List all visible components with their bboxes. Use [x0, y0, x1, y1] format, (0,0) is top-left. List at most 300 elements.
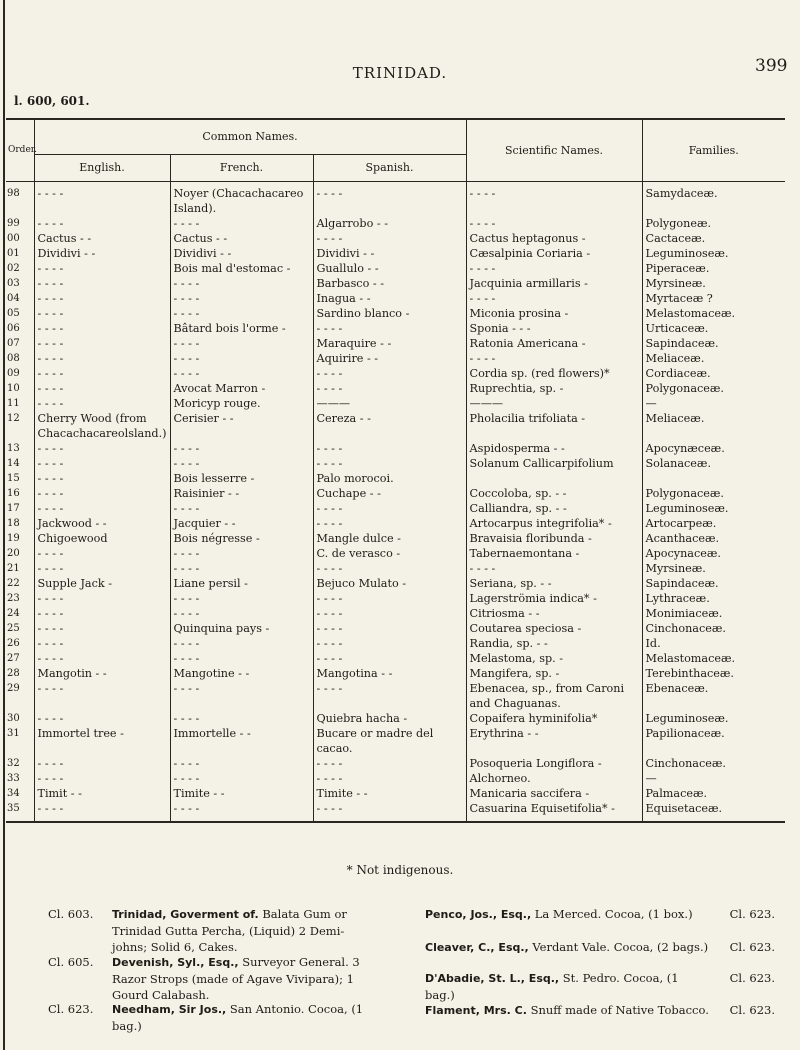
- footnote: * Not indigenous.: [346, 863, 454, 877]
- french-name: [170, 427, 313, 442]
- entry-number: 16: [7, 488, 20, 499]
- scientific-name: Coutarea speciosa -: [466, 622, 642, 637]
- entry-number: 31: [7, 728, 20, 739]
- french-name: - - - -: [170, 442, 313, 457]
- spanish-name: Dividivi - -: [313, 247, 466, 262]
- table-row: [6, 367, 785, 382]
- entry-number: [6, 742, 34, 757]
- scientific-name: Solanum Callicarpifolium: [466, 457, 642, 472]
- english-name: Cherry Wood (from: [34, 412, 170, 427]
- family-name: Leguminoseæ.: [642, 712, 785, 727]
- class-number: Cl. 623.: [48, 1002, 94, 1016]
- family-name: Melastomaceæ.: [642, 307, 785, 322]
- french-name: Bâtard bois l'orme -: [170, 322, 313, 337]
- french-name: [170, 697, 313, 712]
- english-name: Immortel tree -: [34, 727, 170, 742]
- class-reference: l. 600, 601.: [14, 94, 90, 108]
- entry-number: 20: [7, 548, 20, 559]
- entry-number: 03: [7, 278, 20, 289]
- english-name: - - - -: [34, 217, 170, 232]
- scientific-name: Aspidosperma - -: [466, 442, 642, 457]
- spanish-name: - - - -: [313, 517, 466, 532]
- french-name: Liane persil -: [170, 577, 313, 592]
- table-row: [6, 182, 785, 203]
- scientific-name: Calliandra, sp. - -: [466, 502, 642, 517]
- table-row: [6, 697, 785, 712]
- entry-number: 02: [7, 263, 20, 274]
- spanish-name: - - - -: [313, 592, 466, 607]
- scientific-name: - - - -: [466, 262, 642, 277]
- english-name: - - - -: [34, 757, 170, 772]
- spanish-name: Bejuco Mulato -: [313, 577, 466, 592]
- order-header: Order.: [6, 119, 34, 182]
- class-number: Cl. 623.: [729, 971, 775, 985]
- family-name: Meliaceæ.: [642, 352, 785, 367]
- french-name: - - - -: [170, 607, 313, 622]
- french-name: [170, 742, 313, 757]
- scientific-name: Randia, sp. - -: [466, 637, 642, 652]
- scientific-names-header: Scientific Names.: [466, 119, 642, 182]
- entry-number: 35: [6, 802, 34, 822]
- exhibitor-entry: [48, 954, 378, 1002]
- english-name: - - - -: [34, 682, 170, 697]
- spanish-name: [313, 202, 466, 217]
- family-name: Cinchonaceæ.: [642, 622, 785, 637]
- table-row: [6, 382, 785, 397]
- entry-number: 15: [7, 473, 20, 484]
- family-name: Myrsineæ.: [642, 277, 785, 292]
- english-name: - - - -: [34, 367, 170, 382]
- french-name: - - - -: [170, 772, 313, 787]
- exhibit-description: [112, 906, 378, 955]
- exhibitor-entry: [425, 939, 775, 971]
- entry-number: [6, 697, 34, 712]
- table-row: [6, 337, 785, 352]
- entry-number: 27: [7, 653, 20, 664]
- french-name: Moricyp rouge.: [170, 397, 313, 412]
- french-name: - - - -: [170, 337, 313, 352]
- scientific-name: Cordia sp. (red flowers)*: [466, 367, 642, 382]
- english-name: - - - -: [34, 382, 170, 397]
- french-name: - - - -: [170, 757, 313, 772]
- french-name: - - - -: [170, 592, 313, 607]
- family-name: Acanthaceæ.: [642, 532, 785, 547]
- table-row: [6, 802, 785, 822]
- entry-number: 29: [7, 683, 20, 694]
- table-row: [6, 622, 785, 637]
- entry-number: 00: [7, 233, 20, 244]
- english-name: - - - -: [34, 802, 170, 822]
- exhibit-description: [112, 954, 378, 1003]
- english-name: - - - -: [34, 712, 170, 727]
- table-row: [6, 517, 785, 532]
- french-name: Cerisier - -: [170, 412, 313, 427]
- family-name: Piperaceæ.: [642, 262, 785, 277]
- spanish-name: Aquirire - -: [313, 352, 466, 367]
- table-row: [6, 412, 785, 427]
- french-name: Immortelle - -: [170, 727, 313, 742]
- entry-number: 17: [7, 503, 20, 514]
- family-name: Id.: [642, 637, 785, 652]
- entry-number: 09: [7, 368, 20, 379]
- english-name: - - - -: [34, 772, 170, 787]
- family-name: Leguminoseæ.: [642, 502, 785, 517]
- english-name: Timit - -: [34, 787, 170, 802]
- french-name: - - - -: [170, 367, 313, 382]
- spanish-name: - - - -: [313, 457, 466, 472]
- entry-number: 23: [7, 593, 20, 604]
- english-name: - - - -: [34, 592, 170, 607]
- scientific-name: Coccoloba, sp. - -: [466, 487, 642, 502]
- scientific-name: Manicaria saccifera -: [466, 787, 642, 802]
- family-name: Apocynæceæ.: [642, 442, 785, 457]
- spanish-header: Spanish.: [313, 155, 466, 182]
- scientific-name: Seriana, sp. - -: [466, 577, 642, 592]
- spanish-name: [313, 427, 466, 442]
- spanish-name: - - - -: [313, 382, 466, 397]
- entry-number: 01: [7, 248, 20, 259]
- exhibit-text: St. Pedro. Cocoa, (1 bag.): [425, 971, 679, 1002]
- table-row: [6, 442, 785, 457]
- exhibitor-name: D'Abadie, St. L., Esq.,: [425, 972, 560, 985]
- spanish-name: Guallulo - -: [313, 262, 466, 277]
- scientific-name: Pholacilia trifoliata -: [466, 412, 642, 427]
- family-name: Myrtaceæ ?: [642, 292, 785, 307]
- french-name: - - - -: [170, 217, 313, 232]
- exhibitor-name: Cleaver, C., Esq.,: [425, 941, 529, 954]
- family-name: [642, 742, 785, 757]
- left-margin-rule: [3, 0, 5, 1050]
- family-name: —: [642, 772, 785, 787]
- family-name: [642, 472, 785, 487]
- scientific-name: and Chaguanas.: [466, 697, 642, 712]
- family-name: Polygoneæ.: [642, 217, 785, 232]
- french-name: Quinquina pays -: [170, 622, 313, 637]
- exhibit-description: [112, 1001, 378, 1034]
- spanish-name: - - - -: [313, 562, 466, 577]
- spanish-name: - - - -: [313, 637, 466, 652]
- english-name: - - - -: [34, 607, 170, 622]
- french-name: - - - -: [170, 712, 313, 727]
- entry-number: 24: [7, 608, 20, 619]
- family-name: —: [642, 397, 785, 412]
- entry-number: 98: [7, 188, 20, 199]
- scientific-name: Bravaisia floribunda -: [466, 532, 642, 547]
- english-name: Supple Jack -: [34, 577, 170, 592]
- table-row: [6, 787, 785, 802]
- scientific-name: - - - -: [466, 292, 642, 307]
- table-row: [6, 322, 785, 337]
- table-row: [6, 277, 785, 292]
- spanish-name: Cuchape - -: [313, 487, 466, 502]
- spanish-name: Cereza - -: [313, 412, 466, 427]
- family-name: Monimiaceæ.: [642, 607, 785, 622]
- french-name: Timite - -: [170, 787, 313, 802]
- french-name: - - - -: [170, 637, 313, 652]
- english-name: - - - -: [34, 277, 170, 292]
- table-row: [6, 652, 785, 667]
- exhibit-text: Verdant Vale. Cocoa, (2 bags.): [532, 940, 709, 954]
- table-row: [6, 712, 785, 727]
- table-row: [6, 262, 785, 277]
- spanish-name: cacao.: [313, 742, 466, 757]
- family-name: Melastomaceæ.: [642, 652, 785, 667]
- english-name: - - - -: [34, 262, 170, 277]
- exhibit-text: Surveyor General. 3 Razor Strops (made of Agave Vivipara); 1 Gourd Calabash.: [112, 955, 360, 1002]
- french-name: Cactus - -: [170, 232, 313, 247]
- english-name: - - - -: [34, 352, 170, 367]
- table-row: [6, 247, 785, 262]
- table-row: [6, 217, 785, 232]
- spanish-name: Algarrobo - -: [313, 217, 466, 232]
- spanish-name: - - - -: [313, 607, 466, 622]
- table-row: [6, 607, 785, 622]
- french-name: - - - -: [170, 682, 313, 697]
- french-name: - - - -: [170, 502, 313, 517]
- exhibitor-name: Devenish, Syl., Esq.,: [112, 956, 239, 969]
- exhibit-description: [425, 1002, 710, 1019]
- scientific-name: Casuarina Equisetifolia* -: [466, 802, 642, 822]
- exhibit-description: [425, 939, 710, 956]
- french-name: - - - -: [170, 547, 313, 562]
- exhibit-text: Balata Gum or Trinidad Gutta Percha, (Liquid) 2 Demi-johns; Solid 6, Cakes.: [112, 907, 347, 954]
- table-row: [6, 502, 785, 517]
- scientific-name: Tabernaemontana -: [466, 547, 642, 562]
- exhibitor-entry: [48, 906, 378, 954]
- french-name: - - - -: [170, 562, 313, 577]
- spanish-name: Mangotina - -: [313, 667, 466, 682]
- french-name: Bois négresse -: [170, 532, 313, 547]
- woods-table-body: [6, 182, 785, 823]
- french-name: Raisinier - -: [170, 487, 313, 502]
- english-name: - - - -: [34, 547, 170, 562]
- family-name: Equisetaceæ.: [642, 802, 785, 822]
- english-name: - - - -: [34, 337, 170, 352]
- table-row: [6, 757, 785, 772]
- english-name: - - - -: [34, 322, 170, 337]
- scientific-name: Melastoma, sp. -: [466, 652, 642, 667]
- family-name: Cinchonaceæ.: [642, 757, 785, 772]
- scientific-name: Lagerströmia indica* -: [466, 592, 642, 607]
- page-number: 399: [755, 56, 788, 76]
- entry-number: 18: [7, 518, 20, 529]
- spanish-name: - - - -: [313, 322, 466, 337]
- table-row: [6, 457, 785, 472]
- scientific-name: - - - -: [466, 182, 642, 203]
- english-name: - - - -: [34, 652, 170, 667]
- spanish-name: Sardino blanco -: [313, 307, 466, 322]
- scientific-name: Cæsalpinia Coriaria -: [466, 247, 642, 262]
- french-name: Dividivi - -: [170, 247, 313, 262]
- french-name: Mangotine - -: [170, 667, 313, 682]
- exhibitor-name: Trinidad, Goverment of.: [112, 908, 259, 921]
- french-name: - - - -: [170, 307, 313, 322]
- spanish-name: Timite - -: [313, 787, 466, 802]
- english-name: - - - -: [34, 397, 170, 412]
- spanish-name: - - - -: [313, 772, 466, 787]
- table-row: [6, 427, 785, 442]
- families-header: Families.: [642, 119, 785, 182]
- spanish-name: - - - -: [313, 652, 466, 667]
- exhibit-text: Snuff made of Native Tobacco.: [530, 1003, 709, 1017]
- french-name: Bois mal d'estomac -: [170, 262, 313, 277]
- family-name: Sapindaceæ.: [642, 577, 785, 592]
- entry-number: [6, 202, 34, 217]
- french-name: Island).: [170, 202, 313, 217]
- table-row: [6, 682, 785, 697]
- scientific-name: Mangifera, sp. -: [466, 667, 642, 682]
- exhibit-description: [425, 970, 710, 1003]
- entry-number: 19: [7, 533, 20, 544]
- entry-number: 13: [7, 443, 20, 454]
- french-name: Jacquier - -: [170, 517, 313, 532]
- family-name: Leguminoseæ.: [642, 247, 785, 262]
- scientific-name: - - - -: [466, 352, 642, 367]
- scientific-name: [466, 472, 642, 487]
- spanish-name: [313, 697, 466, 712]
- french-name: - - - -: [170, 277, 313, 292]
- table-row: [6, 307, 785, 322]
- family-name: [642, 202, 785, 217]
- table-row: [6, 637, 785, 652]
- spanish-name: Barbasco - -: [313, 277, 466, 292]
- table-row: [6, 577, 785, 592]
- table-row: [6, 562, 785, 577]
- french-name: - - - -: [170, 352, 313, 367]
- scientific-name: - - - -: [466, 217, 642, 232]
- family-name: Cordiaceæ.: [642, 367, 785, 382]
- family-name: [642, 697, 785, 712]
- spanish-name: - - - -: [313, 502, 466, 517]
- table-row: [6, 232, 785, 247]
- family-name: Urticaceæ.: [642, 322, 785, 337]
- english-name: [34, 202, 170, 217]
- english-name: - - - -: [34, 502, 170, 517]
- entry-number: 14: [7, 458, 20, 469]
- family-name: Lythraceæ.: [642, 592, 785, 607]
- woods-table-wrapper: [6, 118, 785, 823]
- spanish-name: - - - -: [313, 757, 466, 772]
- family-name: Palmaceæ.: [642, 787, 785, 802]
- french-name: Avocat Marron -: [170, 382, 313, 397]
- entry-number: 25: [7, 623, 20, 634]
- spanish-name: - - - -: [313, 802, 466, 822]
- exhibitor-name: Needham, Sir Jos.,: [112, 1003, 227, 1016]
- english-name: - - - -: [34, 457, 170, 472]
- scientific-name: Ebenacea, sp., from Caroni: [466, 682, 642, 697]
- table-row: [6, 532, 785, 547]
- exhibitor-entry: [425, 970, 775, 1002]
- english-name: - - - -: [34, 487, 170, 502]
- family-name: Terebinthaceæ.: [642, 667, 785, 682]
- table-row: [6, 472, 785, 487]
- spanish-name: - - - -: [313, 682, 466, 697]
- scientific-name: ———: [466, 397, 642, 412]
- spanish-name: Inagua - -: [313, 292, 466, 307]
- exhibitor-entry: [425, 906, 775, 938]
- family-name: Sapindaceæ.: [642, 337, 785, 352]
- spanish-name: Maraquire - -: [313, 337, 466, 352]
- english-name: - - - -: [34, 622, 170, 637]
- french-name: - - - -: [170, 652, 313, 667]
- scientific-name: - - - -: [466, 562, 642, 577]
- exhibitor-entry: [48, 1001, 378, 1049]
- family-name: Myrsineæ.: [642, 562, 785, 577]
- exhibit-text: La Merced. Cocoa, (1 box.): [534, 907, 693, 921]
- english-name: [34, 697, 170, 712]
- spanish-name: - - - -: [313, 367, 466, 382]
- table-row: [6, 487, 785, 502]
- table-row: [6, 202, 785, 217]
- family-name: [642, 427, 785, 442]
- french-name: - - - -: [170, 457, 313, 472]
- running-title: TRINIDAD.: [352, 64, 448, 82]
- entry-number: 33: [7, 773, 20, 784]
- scientific-name: [466, 742, 642, 757]
- family-name: Meliaceæ.: [642, 412, 785, 427]
- table-row: [6, 547, 785, 562]
- table-row: [6, 397, 785, 412]
- spanish-name: Mangle dulce -: [313, 532, 466, 547]
- entry-number: 11: [7, 398, 20, 409]
- woods-table: [6, 118, 785, 823]
- entry-number: 10: [7, 383, 20, 394]
- class-number: Cl. 623.: [729, 907, 775, 921]
- english-name: - - - -: [34, 307, 170, 322]
- french-name: - - - -: [170, 802, 313, 822]
- entry-number: 12: [7, 413, 20, 424]
- french-header: French.: [170, 155, 313, 182]
- french-name: Bois lesserre -: [170, 472, 313, 487]
- english-header: English.: [34, 155, 170, 182]
- scientific-name: [466, 427, 642, 442]
- scientific-name: Copaifera hyminifolia*: [466, 712, 642, 727]
- scientific-name: Ruprechtia, sp. -: [466, 382, 642, 397]
- english-name: Dividivi - -: [34, 247, 170, 262]
- english-name: [34, 742, 170, 757]
- entry-number: 04: [7, 293, 20, 304]
- class-number: Cl. 623.: [729, 1003, 775, 1017]
- family-name: Polygonaceæ.: [642, 382, 785, 397]
- english-name: Chigoewood: [34, 532, 170, 547]
- spanish-name: Palo morocoi.: [313, 472, 466, 487]
- scientific-name: Posoqueria Longiflora -: [466, 757, 642, 772]
- scientific-name: Artocarpus integrifolia* -: [466, 517, 642, 532]
- scientific-name: Jacquinia armillaris -: [466, 277, 642, 292]
- scientific-name: Miconia prosina -: [466, 307, 642, 322]
- spanish-name: - - - -: [313, 182, 466, 203]
- exhibitor-name: Flament, Mrs. C.: [425, 1004, 527, 1017]
- english-name: Mangotin - -: [34, 667, 170, 682]
- french-name: Noyer (Chacachacareo: [170, 182, 313, 203]
- table-row: [6, 292, 785, 307]
- table-row: [6, 667, 785, 682]
- class-number: Cl. 605.: [48, 955, 94, 969]
- entry-number: 30: [7, 713, 20, 724]
- table-row: [6, 742, 785, 757]
- english-name: - - - -: [34, 472, 170, 487]
- entry-number: [6, 427, 34, 442]
- entry-number: 22: [7, 578, 20, 589]
- exhibit-description: [425, 906, 710, 923]
- spanish-name: Bucare or madre del: [313, 727, 466, 742]
- entry-number: 21: [7, 563, 20, 574]
- table-row: [6, 772, 785, 787]
- spanish-name: ———: [313, 397, 466, 412]
- table-row: [6, 352, 785, 367]
- french-name: - - - -: [170, 292, 313, 307]
- scientific-name: Sponia - - -: [466, 322, 642, 337]
